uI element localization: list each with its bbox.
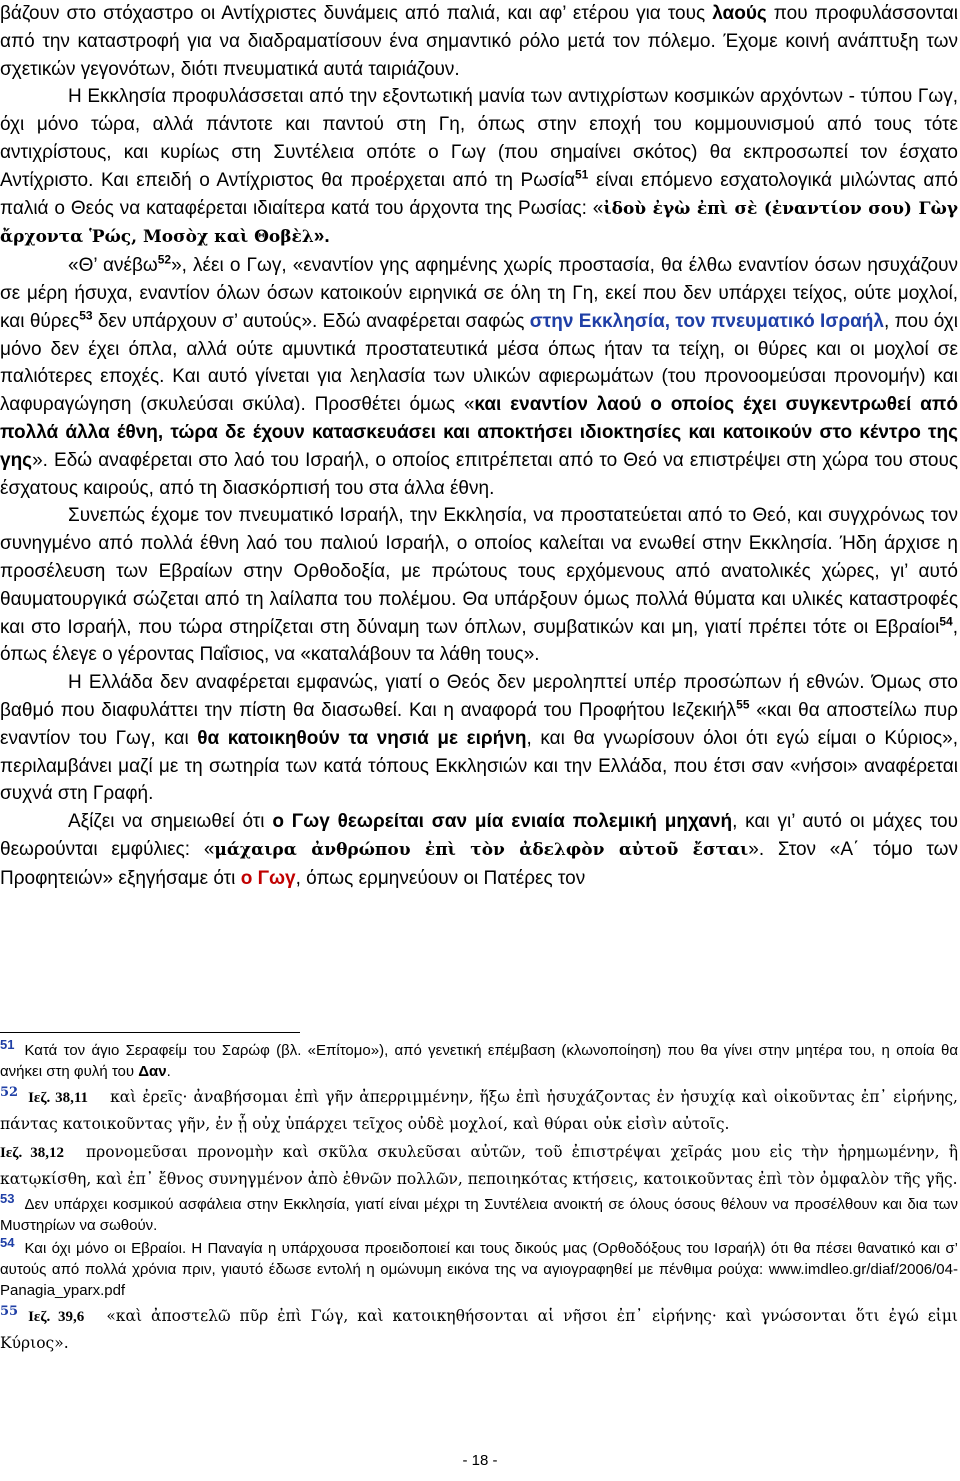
footnote-ref[interactable]: 51 [575, 167, 589, 182]
page-number: - 18 - [462, 1452, 498, 1469]
footnote-51: 51 Κατά τον άγιο Σεραφείμ του Σαρώφ (βλ. «Επίτομο»), από γενετική επέμβαση (κλωνοποίηση) που θα γίνει στην μητέρα του, η οποία θα ανήκει στη φυλή του Δαν. [0, 1037, 958, 1080]
verse-reference: Ιεζ. 38,11 [28, 1090, 89, 1106]
paragraph: Αξίζει να σημειωθεί ότι ο Γωγ θεωρείται σαν μία ενιαία πολεμική μηχανή, και γι’ αυτό οι μάχες του θεωρούνται εμφύλιες: «μάχαιρα ἀνθρώπου ἐπὶ τὸν ἀδελφὸν αὐτοῦ ἔσται». Στον «Α΄ τόμο των Προφητειών» εξηγήσαμε ότι ο Γωγ, όπως ερμηνεύουν οι Πατέρες τον [0, 811, 958, 889]
polytonic-quote: μάχαιρα ἀνθρώπου ἐπὶ τὸν ἀδελφὸν αὐτοῦ ἔσται [214, 839, 749, 860]
footnote-54: 54 Και όχι μόνο οι Εβραίοι. Η Παναγία η υπάρχουσα προειδοποιεί και τους δικούς μας (Ορθοδόξους του Ισραήλ) ότι θα πέσει θανατικό και σ’ αυτούς από πολλά χρόνια πριν, γιαυτό έδωσε εντολή η ομώνυμη εικόνα της να αγιογραφηθεί με πένθιμα ρούχα: www.imdleo.gr/diaf/2006/04-Panagia_yparx.pdf [0, 1235, 958, 1299]
footnote-number: 53 [0, 1191, 15, 1206]
verse-reference: Ιεζ. 39,6 [28, 1309, 85, 1325]
paragraph: Η Εκκλησία προφυλάσσεται από την εξοντωτική μανία των αντιχρίστων κοσμικών αρχόντων - τύπου Γωγ, όχι μόνο τώρα, αλλά πάντοτε και παντού στη Γη, όπως στην εποχή του κομμουνισμού από τους τότε αντιχρίστους, και κυρίως στη Συντέλεια οπότε ο Γωγ (που σημαίνει σκότος) θα εκπροσωπεί τον έσχατο Αντίχριστο. Και επειδή ο Αντίχριστος θα προέρχεται από τη Ρωσία$^{51}$ είναι επόμενο εσχατολογικά μιλώντας από παλιά ο Θεός να καταφέρεται ιδιαίτερα κατά του άρχοντα της Ρωσίας: «ἰδοὺ ἐγὼ ἐπὶ σὲ (ἐναντίον σου) Γὼγ ἄρχοντα Ῥώς, Μοσὸχ καὶ Θοβὲλ». [0, 86, 958, 248]
footnote-52-cont: Ιεζ. 38,12 προνομεῦσαι προνομὴν καὶ σκῦλα σκυλεῦσαι αὐτῶν, τοῦ ἐπιστρέψαι χεῖράς μου εἰς τὴν ἠρημωμένην, ἣ κατῳκίσθη, καὶ ἐπ᾽ ἔθνος συνηγμένον ἀπὸ ἐθνῶν πολλῶν, πεποιηκότας κτήσεις, κατοικοῦντας ἐπὶ τὸν ὀμφαλὸν τῆς γῆς. [0, 1143, 958, 1188]
bold-phrase: και εναντίον λαού ο οποίος έχει συγκεντρωθεί από πολλά άλλα έθνη, τώρα δε έχουν κατασκευάσει και αποκτήσει ιδιοκτησίες και κατοικούν στο κέντρο της γης [0, 394, 959, 471]
footnote-55: $^{55}$ Ιεζ. 39,6 «καὶ ἀποστελῶ πῦρ ἐπὶ Γώγ, καὶ κατοικηθήσονται αἱ νῆσοι ἐπ᾽ εἰρήνης· καὶ γνώσονται ὅτι ἐγώ εἰμι Κύριος». [0, 1303, 958, 1352]
footnote-number: 51 [0, 1037, 15, 1052]
paragraph: βάζουν στο στόχαστρο οι Αντίχριστες δυνάμεις από παλιά, και αφ’ ετέρου για τους λαούς που προφυλάσσονται από την καταστροφή για να διαδραματίσουν ένα σημαντικό ρόλο μετά τον πόλεμο. Έχομε κοινή ανάπτυξη των σχετικών γεγονότων, διότι πνευματικά αυτά ταιριάζουν. [0, 3, 958, 80]
footnotes [0, 1037, 958, 1358]
paragraph: «Θ’ ανέβω$^{52}$», λέει ο Γωγ, «εναντίον γης αφημένης χωρίς προστασία, θα έλθω εναντίον όσων ησυχάζουν σε μέρη ήσυχα, εναντίον όλων όσων κατοικούν ειρηνικά σε όλη τη Γη, εκεί που δεν υπάρχει τείχος, ούτε μοχλοί, και θύρες$^{53}$ δεν υπάρχουν σ’ αυτούς». Εδώ αναφέρεται σαφώς στην Εκκλησία, τον πνευματικό Ισραήλ, που όχι μόνο δεν έχει όπλα, αλλά ούτε αμυντικά προστατευτικά μέσα όπως ήταν τα τείχη, οι θύρες και οι μοχλοί σε παλιότερες εποχές. Και αυτό γίνεται για λεηλασία των υλικών αφιερωμάτων (του προνοομεύσαι προνομήν) και λαφυραγώγηση (σκυλεύσαι σκύλα). Προσθέτει όμως «και εναντίον λαού ο οποίος έχει συγκεντρωθεί από πολλά άλλα έθνη, τώρα δε έχουν κατασκευάσει και αποκτήσει ιδιοκτησίες και κατοικούν στο κέντρο της γης». Εδώ αναφέρεται στο λαό του Ισραήλ, ο οποίος επιτρέπεται από το Θεό να επιστρέψει στη χώρα του στους έσχατους καιρούς, από τη διασκόρπισή του στα άλλα έθνη. [0, 252, 959, 499]
footnote-ref[interactable]: 55 [736, 697, 750, 712]
footnote-ref[interactable]: 53 [79, 308, 93, 323]
footnote-separator [0, 1032, 300, 1033]
footnote-ref[interactable]: 54 [939, 614, 953, 629]
bold-phrase: θα κατοικηθούν τα νησιά με ειρήνη [197, 727, 527, 749]
footnote-number: 54 [0, 1235, 15, 1250]
highlight-blue: στην Εκκλησία, τον πνευματικό Ισραήλ [529, 310, 884, 332]
footnote-number: 55 [0, 1303, 19, 1319]
paragraph: Η Ελλάδα δεν αναφέρεται εμφανώς, γιατί ο Θεός δεν μεροληπτεί υπέρ προσώπων ή εθνών. Όμως στο βαθμό που διαφυλάττει την πίστη θα διασωθεί. Και η αναφορά του Προφήτου Ιεζεκιήλ$^{55}$ «και θα αποστείλω πυρ εναντίον του Γωγ, και θα κατοικηθούν τα νησιά με ειρήνη, και θα γνωρίσουν όλοι ότι εγώ είμαι ο Κύριος», περιλαμβάνει μαζί με τη σωτηρία των κατά τόπους Εκκλησιών και την Ελλάδα, που έτσι σαν «νήσοι» αναφέρεται συχνά στη Γραφή. [0, 672, 959, 805]
highlight-red: ο Γωγ [240, 867, 296, 889]
bold-phrase: ο Γωγ θεωρείται σαν μία ενιαία πολεμική μηχανή [272, 811, 733, 833]
footnote-ref[interactable]: 52 [157, 252, 172, 267]
footnote-53: 53 Δεν υπάρχει κοσμικού ασφάλεια στην Εκκλησία, γιατί είναι μέχρι τη Συντέλεια ανοικτή σε όλους όσους θέλουν να προσέλθουν και δια των Μυστηρίων να σωθούν. [0, 1191, 958, 1234]
paragraph: Συνεπώς έχομε τον πνευματικό Ισραήλ, την Εκκλησία, να προστατεύεται από το Θεό, και συγχρόνως τον συνηγμένο από πολλά έθνη λαό του παλιού Ισραήλ, ο οποίος καλείται να ενωθεί στην Εκκλησία. Ήδη άρχισε η προσέλευση των Εβραίων στην Ορθοδοξία, με πρώτους τους ερχόμενους από ανατολικές χώρες, γι’ αυτό θαυματουργικά σώζεται από τη λαίλαπα του πολέμου. Θα υπάρξουν όμως πολλά θύματα και υλικές καταστροφές και στο Ισραήλ, που τώρα στηρίζεται στη δύναμη των όπλων, συμβατικών και μη, γιατί πρέπει τότε οι Εβραίοι$^{54}$, όπως έλεγε ο γέροντας Παΐσιος, να «καταλάβουν τα λάθη τους». [0, 505, 958, 666]
footnote-number: 52 [0, 1084, 19, 1100]
polytonic-quote: ἰδοὺ ἐγὼ ἐπὶ σὲ (ἐναντίον σου) Γὼγ ἄρχοντα Ῥώς, Μοσὸχ καὶ Θοβὲλ [0, 198, 958, 248]
verse-reference: Ιεζ. 38,12 [0, 1145, 64, 1161]
bold-phrase: λαούς [712, 3, 767, 24]
footnote-52: $^{52}$ Ιεζ. 38,11 καὶ ἐρεῖς· ἀναβήσομαι ἐπὶ γῆν ἀπερριμμένην, ἥξω ἐπὶ ἡσυχάζοντας ἐν ἡσυχίᾳ καὶ οἰκοῦντας ἐπ᾽ εἰρήνης, πάντας κατοικοῦντας γῆν, ἐν ᾗ οὐχ ὑπάρχει τεῖχος οὐδὲ μοχλοί, καὶ θύραι οὐκ εἰσὶν αὐτοῖς. [0, 1084, 958, 1133]
